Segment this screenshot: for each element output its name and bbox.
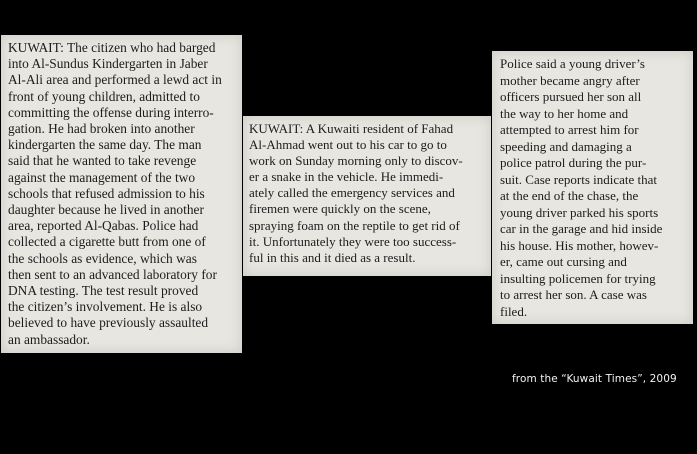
news-clipping-snake: [243, 116, 491, 276]
news-clipping-police-chase: [492, 51, 693, 324]
news-clipping-kindergarten: [1, 35, 242, 353]
clipping-text: KUWAIT: A Kuwaiti resident of Fahad Al-Ahmad went out to his car to go to work on Sunday morning only to discov- er a snake in the vehicle. He immedi- ately called the emergency services and firemen were quickly on the scene, spraying foam on the reptile to get rid of it. Unfortunately they were too success- ful in this and it died as a result.: [249, 121, 463, 265]
clipping-text: KUWAIT: The citizen who had barged into Al-Sundus Kindergarten in Jaber Al-Ali area and performed a lewd act in front of young children, admitted to committing the offense during interro- gation. He had broken into another kindergarten the same day. The man said that he wanted to take revenge against the management of the two schools that refused admission to his daughter because he lived in another area, reported Al-Qabas. Police had collected a cigarette butt from one of the schools as evidence, which was then sent to an advanced laboratory for DNA testing. The test result proved the citizen’s involvement. He is also believed to have previously assaulted an ambassador.: [8, 40, 222, 347]
clipping-text: Police said a young driver’s mother became angry after officers pursued her son all the way to her home and attempted to arrest him for speeding and damaging a police patrol during the pur- suit. Case reports indicate that at the end of the chase, the young driver parked his sports car in the garage and hid inside his house. His mother, howev- er, came out cursing and insulting policemen for trying to arrest her son. A case was filed.: [500, 56, 663, 319]
source-caption: from the “Kuwait Times”, 2009: [512, 373, 677, 385]
